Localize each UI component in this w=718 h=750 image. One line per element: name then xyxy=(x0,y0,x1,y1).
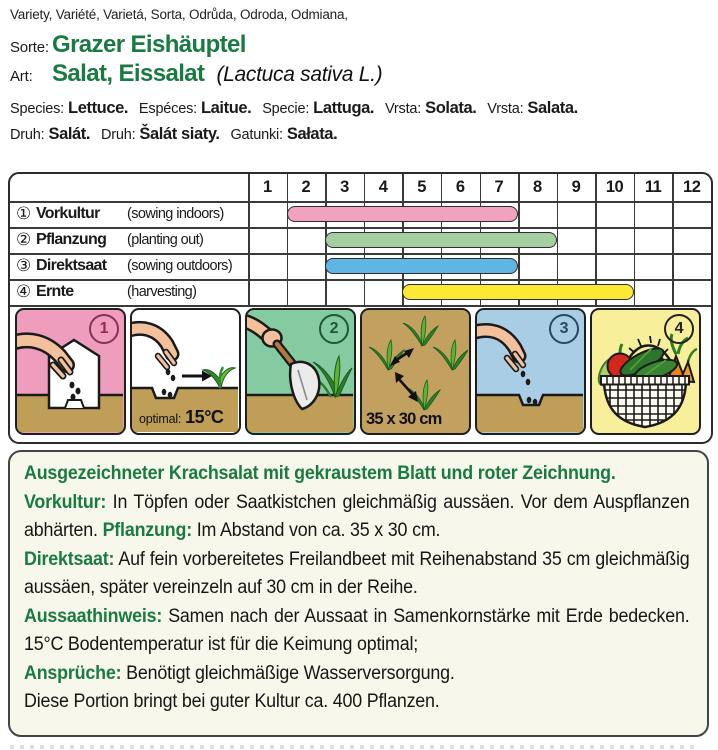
pictogram-sowing-outdoors xyxy=(475,308,586,435)
seeds xyxy=(521,371,538,405)
circled-number-3: ③ xyxy=(16,256,32,275)
calendar-month-area xyxy=(248,174,711,305)
latin-name: (Lactuca sativa L.) xyxy=(216,63,383,86)
cropped-bottom-text xyxy=(10,745,700,749)
spacing-arrows xyxy=(390,348,418,402)
description-aussaathinweis: Aussaathinweis: Samen nach der Aussaat in Samenkornstärke mit Erde bedecken. 15°C Bodentemperatur ist für die Keimung optimal; xyxy=(24,605,690,655)
panel-badge-2: 2 xyxy=(319,314,349,344)
pepper-stem xyxy=(620,344,622,353)
description-yield: Diese Portion bringt bei guter Kultur ca. 400 Pflanzen. xyxy=(24,691,440,712)
hand-icon xyxy=(132,328,174,367)
month-label: 5 xyxy=(417,178,426,196)
pictogram-sowing-indoors xyxy=(15,308,126,435)
plant xyxy=(403,316,438,346)
panel-badge-3: 3 xyxy=(549,314,579,344)
description-box xyxy=(8,450,709,737)
month-label: 12 xyxy=(683,178,701,196)
species-translations-line: Species: Lettuce. Espéces: Laitue. Specie: Lattuga. Vrsta: Solata. Vrsta: Salata. xyxy=(10,99,578,117)
description-ansprueche: Ansprüche: Benötigt gleichmäßige Wasserversorgung. xyxy=(24,662,455,684)
month-label: 7 xyxy=(494,178,504,196)
circled-number-2: ② xyxy=(16,230,32,249)
grid-hline xyxy=(10,279,711,281)
calendar-row-direktsaat: ③ Direktsaat (sowing outdoors) xyxy=(16,256,233,275)
art-label: Art: xyxy=(10,68,33,85)
calendar-bar-ernte xyxy=(402,284,634,300)
grid-hline xyxy=(10,201,711,203)
month-label: 9 xyxy=(571,178,581,196)
plant xyxy=(369,340,404,370)
optimal-temperature-caption: optimal: 15°C xyxy=(139,407,224,427)
month-label: 1 xyxy=(262,178,272,196)
pictogram-planting-out xyxy=(245,308,356,435)
description-intro: Ausgezeichneter Krachsalat mit gekraustem Blatt und roter Zeichnung. xyxy=(24,463,616,484)
calendar-row-vorkultur: ① Vorkultur (sowing indoors) xyxy=(16,204,224,223)
spacing-caption: 35 x 30 cm xyxy=(366,410,442,428)
tray-notch xyxy=(65,400,84,408)
description-vorkultur: Vorkultur: In Töpfen oder Saatkistchen gleichmäßig aussäen. Vor dem Auspflanzen abhärten. Pflanzung: Im Abstand von ca. 35 x 30 cm. xyxy=(24,491,690,541)
calendar-row-pflanzung: ② Pflanzung (planting out) xyxy=(16,230,204,249)
circled-number-4: ④ xyxy=(16,282,32,301)
month-label: 10 xyxy=(605,178,624,196)
month-label: 3 xyxy=(340,178,349,196)
calendar-bar-pflanzung xyxy=(325,232,557,248)
grid-hline xyxy=(10,253,711,255)
grid-hline xyxy=(10,305,711,307)
hand-icon xyxy=(477,330,523,369)
grid-hline xyxy=(10,227,711,229)
art-row xyxy=(10,60,382,88)
month-label: 11 xyxy=(644,178,662,196)
circled-number-1: ① xyxy=(16,204,32,223)
pictogram-germination-temperature xyxy=(130,308,241,435)
seeds xyxy=(162,369,176,398)
calendar-bar-vorkultur xyxy=(287,206,519,222)
month-label: 8 xyxy=(533,178,542,196)
pictogram-harvest-basket xyxy=(590,308,701,435)
description-direktsaat: Direktsaat: Auf fein vorbereitetes Freilandbeet mit Reihenabstand 35 cm gleichmäßig aussäen, später vereinzeln auf 30 cm in der Reihe. xyxy=(24,548,690,598)
plant xyxy=(405,380,440,410)
pictogram-plant-spacing xyxy=(360,308,471,435)
calendar-bar-direktsaat xyxy=(325,258,518,274)
species-name: Salat, Eissalat xyxy=(52,60,205,87)
hand-icon xyxy=(17,340,70,376)
calendar-row-ernte: ④ Ernte (harvesting) xyxy=(16,282,197,301)
variety-translations-line: Variety, Variété, Varietá, Sorta, Odrůda, Odroda, Odmiana, xyxy=(10,7,348,22)
calendar-box xyxy=(8,172,713,444)
month-label: 4 xyxy=(378,178,388,196)
plant xyxy=(433,340,468,370)
carrot-top xyxy=(688,349,697,362)
panel-badge-4: 4 xyxy=(664,314,694,344)
month-label: 6 xyxy=(455,178,465,196)
month-label: 2 xyxy=(301,178,311,196)
basket xyxy=(601,376,689,430)
description-text xyxy=(24,460,690,717)
sorte-label: Sorte: xyxy=(10,39,49,56)
panel-badge-1: 1 xyxy=(89,314,119,344)
variety-name: Grazer Eishäuptel xyxy=(52,31,246,58)
sorte-row xyxy=(10,31,246,59)
names-translations-line2: Druh: Salát. Druh: Šalát siaty. Gatunki: Sałata. xyxy=(10,125,338,143)
